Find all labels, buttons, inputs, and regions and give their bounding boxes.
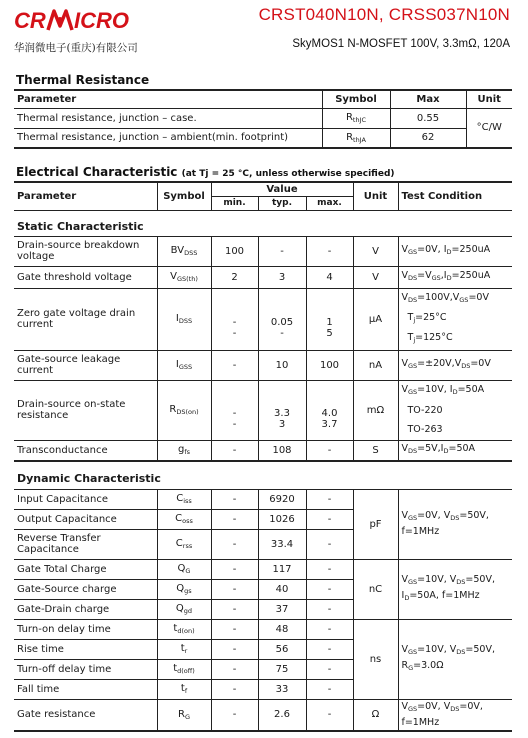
symbol-coss: $C_{oss}$ — [157, 509, 211, 529]
dynamic-section-row — [14, 461, 512, 489]
electrical-section-title: Electrical Characteristic (at Tj = 25 °C, unless otherwise specified) — [16, 165, 395, 179]
param-gfs: Transconductance — [14, 440, 157, 461]
row-rdson — [14, 380, 512, 440]
svg-text:ICRO: ICRO — [74, 8, 129, 33]
unit-capacitance: pF — [353, 489, 398, 559]
col-header-max: Max — [390, 90, 466, 108]
min-qg: - — [211, 559, 258, 579]
max-rg: - — [306, 699, 353, 731]
param-ciss: Input Capacitance — [14, 489, 157, 509]
unit-thermal: °C/W — [466, 108, 512, 148]
row-rg — [14, 699, 512, 731]
thermal-row-ja — [14, 128, 512, 148]
min-coss: - — [211, 509, 258, 529]
symbol-crss: $C_{rss}$ — [157, 529, 211, 559]
typ-qg: 117 — [258, 559, 306, 579]
unit-igss: nA — [353, 350, 398, 380]
typ-tf: 33 — [258, 679, 306, 699]
min-bvdss: 100 — [211, 236, 258, 266]
symbol-idss: $I_{DSS}$ — [157, 288, 211, 350]
param-igss: Gate-source leakage current — [14, 350, 157, 380]
cond-rg: $V_{GS}=0V$, $V_{DS}=0V$, f=1MHz — [398, 699, 512, 731]
param-tdon: Turn-on delay time — [14, 619, 157, 639]
col-header-symbol: Symbol — [322, 90, 390, 108]
param-qg: Gate Total Charge — [14, 559, 157, 579]
symbol-rdson: $R_{DS(on)}$ — [157, 380, 211, 440]
max-gfs: - — [306, 440, 353, 461]
cond-rdson: $V_{GS}=10V$, $I_D=50A$ TO-220 TO-263 — [398, 380, 512, 440]
row-tdon — [14, 619, 512, 639]
row-ciss — [14, 489, 512, 509]
cr-micro-logo-icon — [14, 6, 146, 36]
cond-capacitance: $V_{GS}=0V$, $V_{DS}=50V$, f=1MHz — [398, 489, 512, 559]
row-igss — [14, 350, 512, 380]
min-crss: - — [211, 529, 258, 559]
row-gfs — [14, 440, 512, 461]
col-header-symbol: Symbol — [157, 182, 211, 210]
typ-rdson: 3.3 3 — [258, 380, 306, 440]
cond-gfs: $V_{DS}=5V,I_D=50A$ — [398, 440, 512, 461]
row-qg — [14, 559, 512, 579]
param-qgs: Gate-Source charge — [14, 579, 157, 599]
param-crss: Reverse Transfer Capacitance — [14, 529, 157, 559]
typ-coss: 1026 — [258, 509, 306, 529]
symbol-rthjc: $R_{thJC}$ — [322, 108, 390, 128]
thermal-header-row — [14, 90, 512, 108]
elec-header-row-1 — [14, 182, 512, 196]
page-header — [0, 0, 528, 62]
param-tf: Fall time — [14, 679, 157, 699]
max-qgd: - — [306, 599, 353, 619]
max-rthja: 62 — [390, 128, 466, 148]
col-header-unit: Unit — [353, 182, 398, 210]
param-rg: Gate resistance — [14, 699, 157, 731]
symbol-qgs: $Q_{gs}$ — [157, 579, 211, 599]
cond-idss: $V_{DS}=100V,V_{GS}=0V$ $T_j=25^\circ C$ $T_j=125^\circ C$ — [398, 288, 512, 350]
param-rdson: Drain-source on-state resistance — [14, 380, 157, 440]
unit-bvdss: V — [353, 236, 398, 266]
typ-crss: 33.4 — [258, 529, 306, 559]
typ-tdoff: 75 — [258, 659, 306, 679]
symbol-rthja: $R_{thJA}$ — [322, 128, 390, 148]
max-tr: - — [306, 639, 353, 659]
max-igss: 100 — [306, 350, 353, 380]
unit-gfs: S — [353, 440, 398, 461]
symbol-qgd: $Q_{gd}$ — [157, 599, 211, 619]
col-header-max: max. — [306, 196, 353, 210]
symbol-qg: $Q_G$ — [157, 559, 211, 579]
part-subtitle: SkyMOS1 N-MOSFET 100V, 3.3mΩ, 120A — [292, 38, 510, 50]
symbol-tf: $t_f$ — [157, 679, 211, 699]
max-ciss: - — [306, 489, 353, 509]
typ-qgs: 40 — [258, 579, 306, 599]
col-header-parameter: Parameter — [14, 90, 322, 108]
param-tr: Rise time — [14, 639, 157, 659]
symbol-ciss: $C_{iss}$ — [157, 489, 211, 509]
col-header-value: Value — [211, 182, 353, 196]
min-rg: - — [211, 699, 258, 731]
unit-time: ns — [353, 619, 398, 699]
col-header-min: min. — [211, 196, 258, 210]
thermal-table — [14, 89, 512, 149]
row-bvdss — [14, 236, 512, 266]
param-bvdss: Drain-source breakdown voltage — [14, 236, 157, 266]
typ-rg: 2.6 — [258, 699, 306, 731]
symbol-rg: $R_G$ — [157, 699, 211, 731]
part-number-title: CRST040N10N, CRSS037N10N — [258, 5, 510, 24]
min-rdson: - - — [211, 380, 258, 440]
min-tdoff: - — [211, 659, 258, 679]
typ-qgd: 37 — [258, 599, 306, 619]
thermal-row-jc — [14, 108, 512, 128]
param-vgsth: Gate threshold voltage — [14, 266, 157, 288]
param-idss: Zero gate voltage drain current — [14, 288, 157, 350]
unit-vgsth: V — [353, 266, 398, 288]
typ-gfs: 108 — [258, 440, 306, 461]
unit-rg: Ω — [353, 699, 398, 731]
cond-charge: $V_{GS}=10V$, $V_{DS}=50V$, $I_D=50A$, f=1MHz — [398, 559, 512, 619]
max-rdson: 4.0 3.7 — [306, 380, 353, 440]
param-tdoff: Turn-off delay time — [14, 659, 157, 679]
max-qgs: - — [306, 579, 353, 599]
symbol-bvdss: $BV_{DSS}$ — [157, 236, 211, 266]
electrical-table — [14, 181, 512, 732]
unit-charge: nC — [353, 559, 398, 619]
unit-idss: μA — [353, 288, 398, 350]
typ-bvdss: - — [258, 236, 306, 266]
param-rthjc: Thermal resistance, junction – case. — [14, 108, 322, 128]
max-qg: - — [306, 559, 353, 579]
col-header-parameter: Parameter — [14, 182, 157, 210]
row-vgsth — [14, 266, 512, 288]
typ-vgsth: 3 — [258, 266, 306, 288]
min-gfs: - — [211, 440, 258, 461]
cond-bvdss: $V_{GS}=0V$, $I_D=250uA$ — [398, 236, 512, 266]
row-idss — [14, 288, 512, 350]
static-section-title: Static Characteristic — [14, 210, 512, 236]
min-qgs: - — [211, 579, 258, 599]
max-idss: 1 5 — [306, 288, 353, 350]
max-rthjc: 0.55 — [390, 108, 466, 128]
min-ciss: - — [211, 489, 258, 509]
min-tr: - — [211, 639, 258, 659]
company-name-cn: 华润微电子(重庆)有限公司 — [14, 42, 138, 54]
param-rthja: Thermal resistance, junction – ambient(min. footprint) — [14, 128, 322, 148]
max-vgsth: 4 — [306, 266, 353, 288]
static-section-row — [14, 210, 512, 236]
col-header-unit: Unit — [466, 90, 512, 108]
max-tf: - — [306, 679, 353, 699]
max-coss: - — [306, 509, 353, 529]
symbol-igss: $I_{GSS}$ — [157, 350, 211, 380]
typ-idss: 0.05 - — [258, 288, 306, 350]
symbol-tdoff: $t_{d(off)}$ — [157, 659, 211, 679]
electrical-title-note: (at Tj = 25 °C, unless otherwise specified) — [181, 169, 395, 179]
cond-time: $V_{GS}=10V$, $V_{DS}=50V$, $R_G=3.0\Omega$ — [398, 619, 512, 699]
cond-igss: $V_{GS}=\pm 20V,V_{DS}=0V$ — [398, 350, 512, 380]
min-qgd: - — [211, 599, 258, 619]
max-bvdss: - — [306, 236, 353, 266]
typ-tr: 56 — [258, 639, 306, 659]
thermal-section-title: Thermal Resistance — [16, 73, 150, 87]
min-igss: - — [211, 350, 258, 380]
col-header-typ: typ. — [258, 196, 306, 210]
min-tdon: - — [211, 619, 258, 639]
max-tdoff: - — [306, 659, 353, 679]
typ-tdon: 48 — [258, 619, 306, 639]
max-tdon: - — [306, 619, 353, 639]
min-vgsth: 2 — [211, 266, 258, 288]
max-crss: - — [306, 529, 353, 559]
unit-rdson: mΩ — [353, 380, 398, 440]
svg-text:CR: CR — [14, 8, 46, 33]
min-tf: - — [211, 679, 258, 699]
param-coss: Output Capacitance — [14, 509, 157, 529]
symbol-gfs: $g_{fs}$ — [157, 440, 211, 461]
symbol-vgsth: $V_{GS(th)}$ — [157, 266, 211, 288]
min-idss: - - — [211, 288, 258, 350]
cond-vgsth: $V_{DS}=V_{GS},I_D=250uA$ — [398, 266, 512, 288]
col-header-condition: Test Condition — [398, 182, 512, 210]
symbol-tdon: $t_{d(on)}$ — [157, 619, 211, 639]
dynamic-section-title: Dynamic Characteristic — [14, 461, 512, 489]
typ-igss: 10 — [258, 350, 306, 380]
company-logo — [14, 6, 146, 40]
typ-ciss: 6920 — [258, 489, 306, 509]
symbol-tr: $t_r$ — [157, 639, 211, 659]
param-qgd: Gate-Drain charge — [14, 599, 157, 619]
